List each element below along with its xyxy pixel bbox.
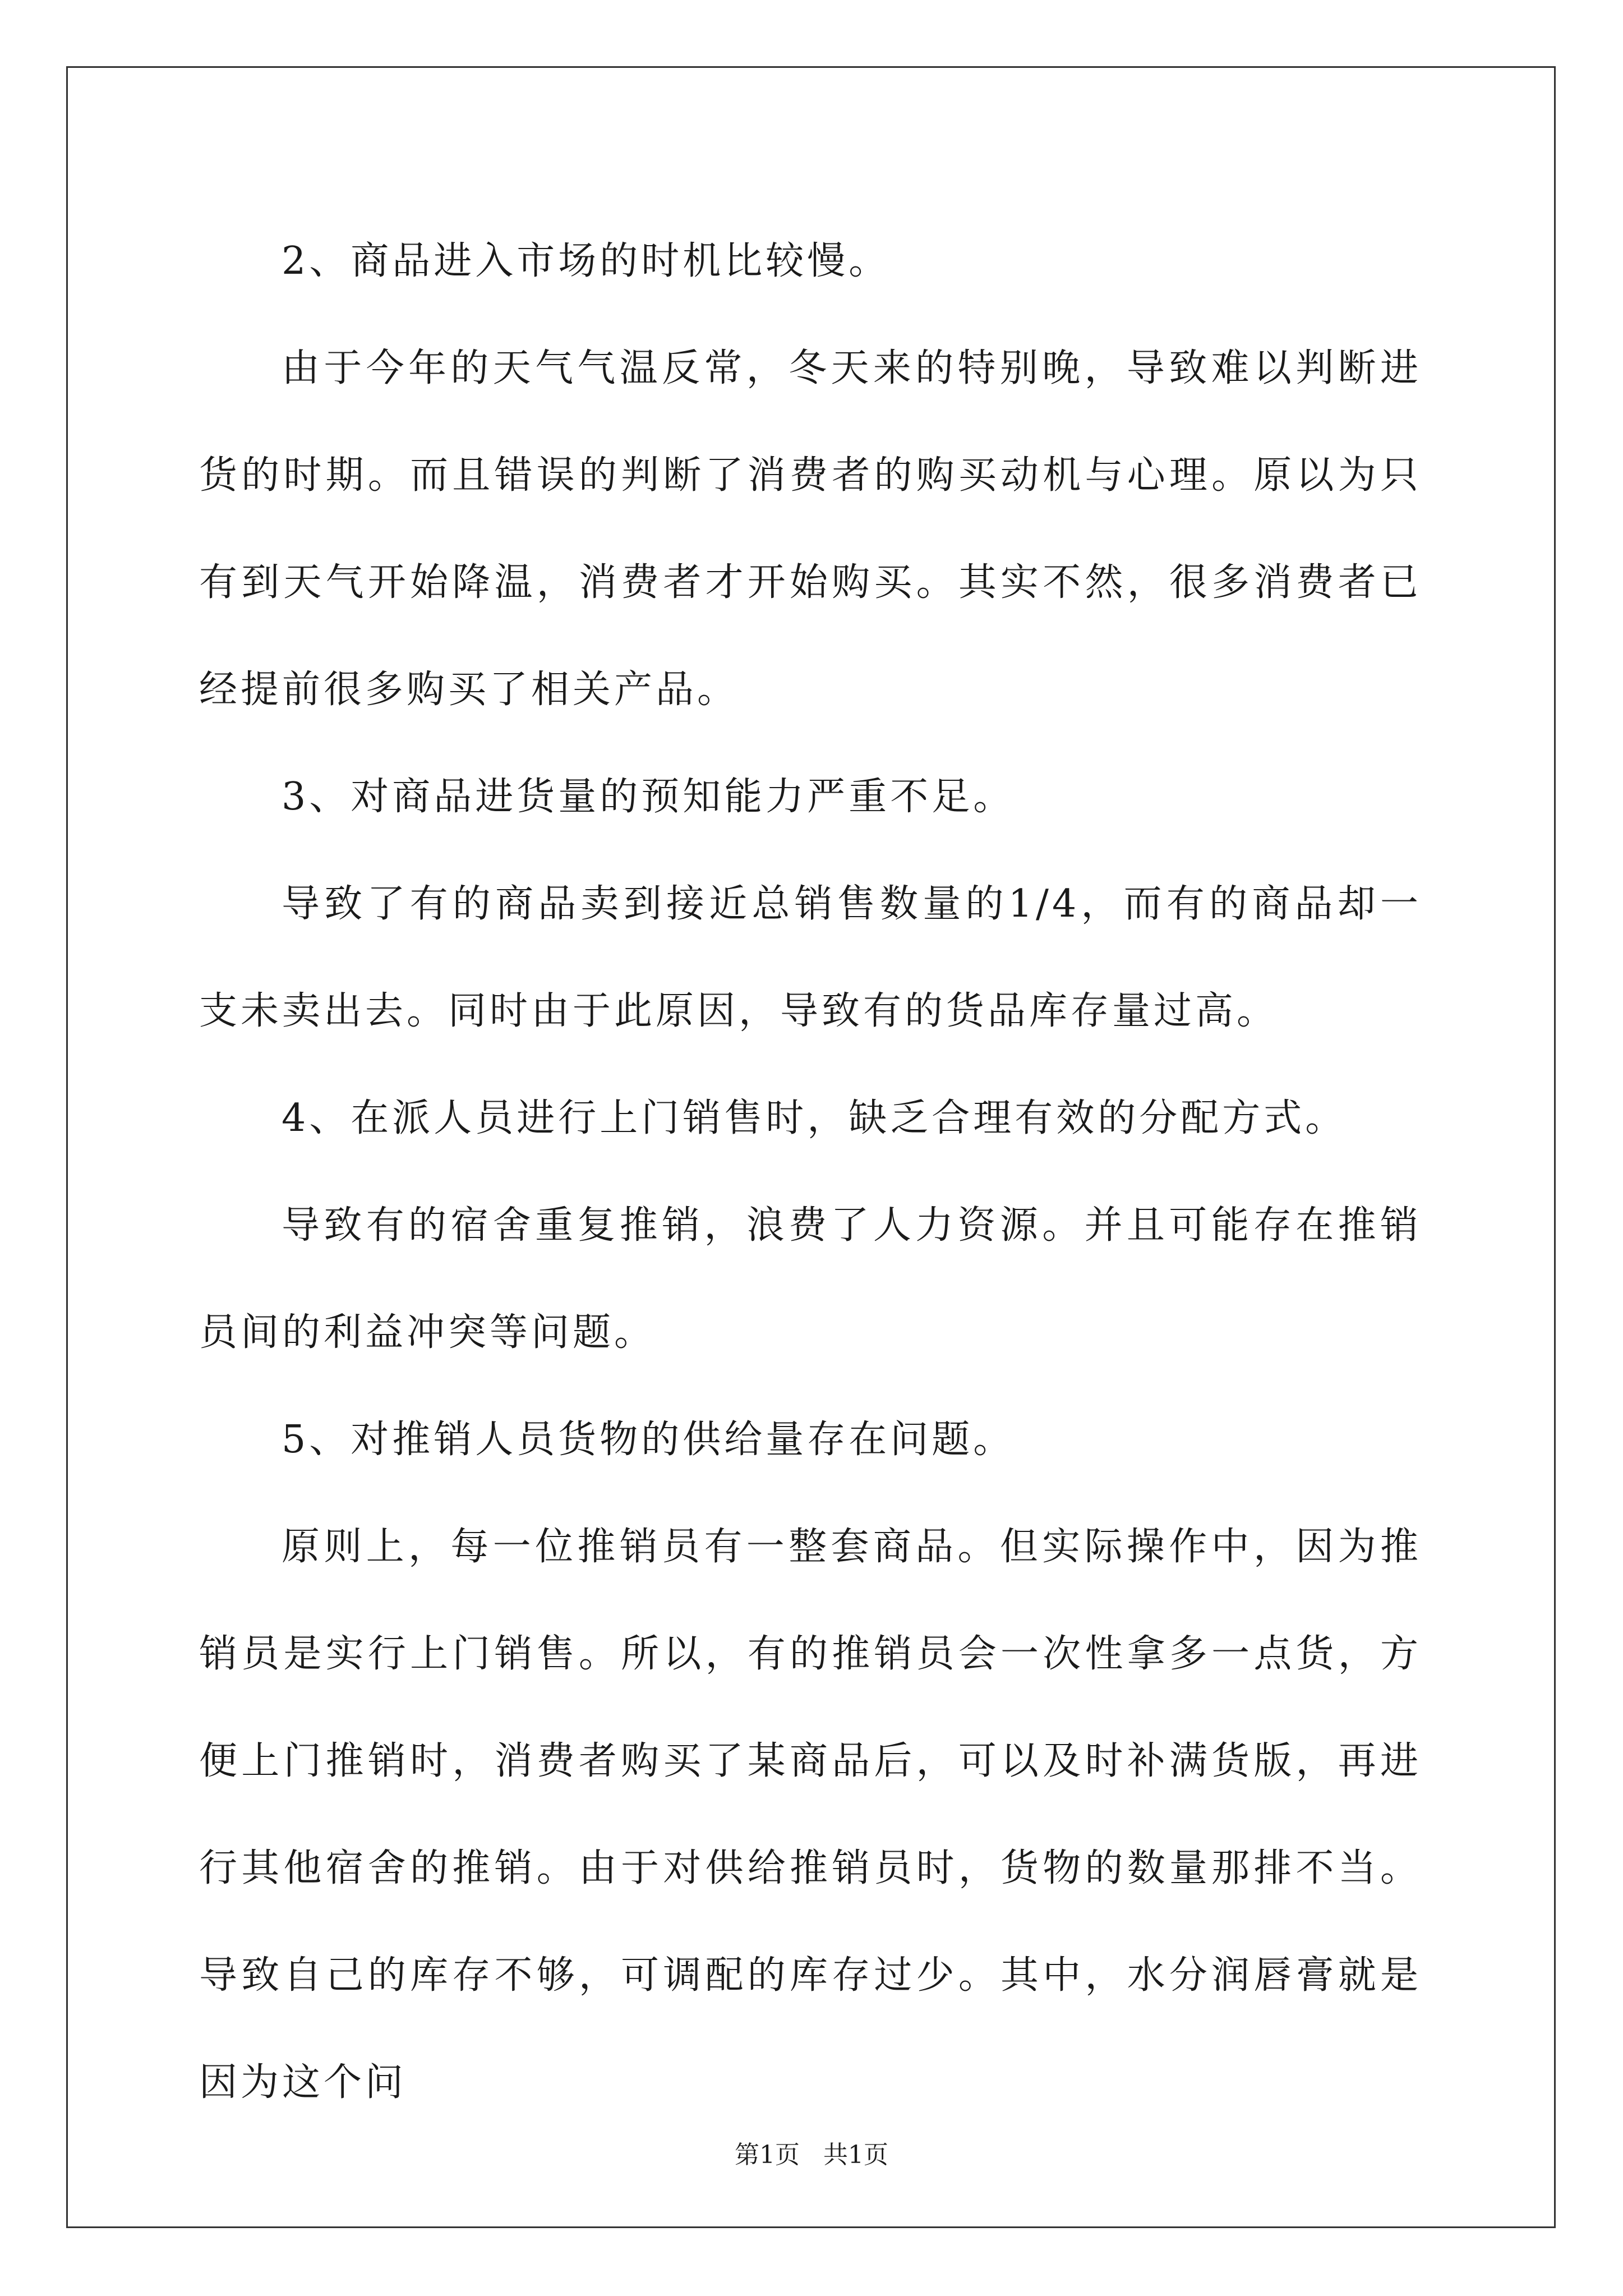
paragraph-heading-3: 3、对商品进货量的预知能力严重不足。 <box>282 775 1015 819</box>
paragraph-heading-4: 4、在派人员进行上门销售时，缺乏合理有效的分配方式。 <box>282 1096 1347 1140</box>
paragraph-heading-5: 5、对推销人员货物的供给量存在问题。 <box>282 1418 1015 1462</box>
page-footer <box>0 2134 1623 2170</box>
paragraph: 由于今年的天气气温反常，冬天来的特别晚，导致难以判断进货的时期。而且错误的判断了消费者的购买动机与心理。原以为只有到天气开始降温，消费者才开始购买。其实不然，很多消费者已经提前很多购买了相关产品。 <box>199 346 1422 712</box>
paragraph: 原则上，每一位推销员有一整套商品。但实际操作中，因为推销员是实行上门销售。所以，有的推销员会一次性拿多一点货，方便上门推销时，消费者购买了某商品后，可以及时补满货版，再进行其他宿舍的推销。由于对供给推销员时，货物的数量那排不当。导致自己的库存不够，可调配的库存过少。其中，水分润唇膏就是因为这个问 <box>199 1525 1422 2105</box>
total-pages-label: 共1页 <box>823 2141 888 2169</box>
current-page-label: 第1页 <box>735 2141 800 2169</box>
paragraph-heading-2: 2、商品进入市场的时机比较慢。 <box>282 239 891 283</box>
paragraph: 导致有的宿舍重复推销，浪费了人力资源。并且可能存在推销员间的利益冲突等问题。 <box>199 1203 1422 1355</box>
paragraph: 导致了有的商品卖到接近总销售数量的1/4，而有的商品却一支未卖出去。同时由于此原因，导致有的货品库存量过高。 <box>199 882 1422 1033</box>
document-body <box>199 208 1422 2136</box>
